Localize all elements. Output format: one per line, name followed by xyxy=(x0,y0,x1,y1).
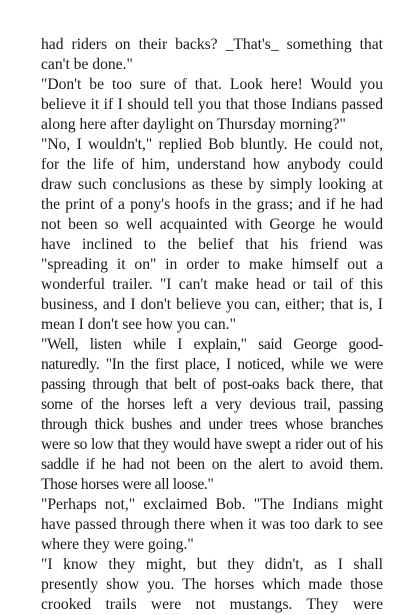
book-page xyxy=(41,35,383,615)
paragraph-6: "I know they might, but they didn't, as I shall presently show you. The horses which made those crooked trails were not mustangs. They were xyxy=(41,556,383,613)
paragraph-4: "Well, listen while I explain," said George good-naturedly. "In the first place, I noticed, while we were passing through that belt of post-oaks back there, that some of the horses left a very devious trail, passing through thick bushes and under trees whose branches were so low that they would have swept a rider out of his saddle if he had not been on the alert to avoid them. Those horses were all loose." xyxy=(41,336,383,493)
paragraph-5: "Perhaps not," exclaimed Bob. "The Indians might have passed through there when it was too dark to see where they were going." xyxy=(41,496,383,553)
paragraph-1: had riders on their backs? _That's_ something that can't be done." xyxy=(41,36,383,73)
paragraph-3: "No, I wouldn't," replied Bob bluntly. He could not, for the life of him, understand how anybody could draw such conclusions as these by simply looking at the print of a pony's hoofs in the grass; and if he had not been so well acquainted with George he would have inclined to the belief that his friend was "spreading it on" in order to make himself out a wonderful trailer. "I can't make head or tail of this business, and I don't believe you can, either; that is, I mean I don't see how you can." xyxy=(41,136,383,333)
paragraph-2: "Don't be too sure of that. Look here! Would you believe it if I should tell you that those Indians passed along here after daylight on Thursday morning?" xyxy=(41,76,383,133)
